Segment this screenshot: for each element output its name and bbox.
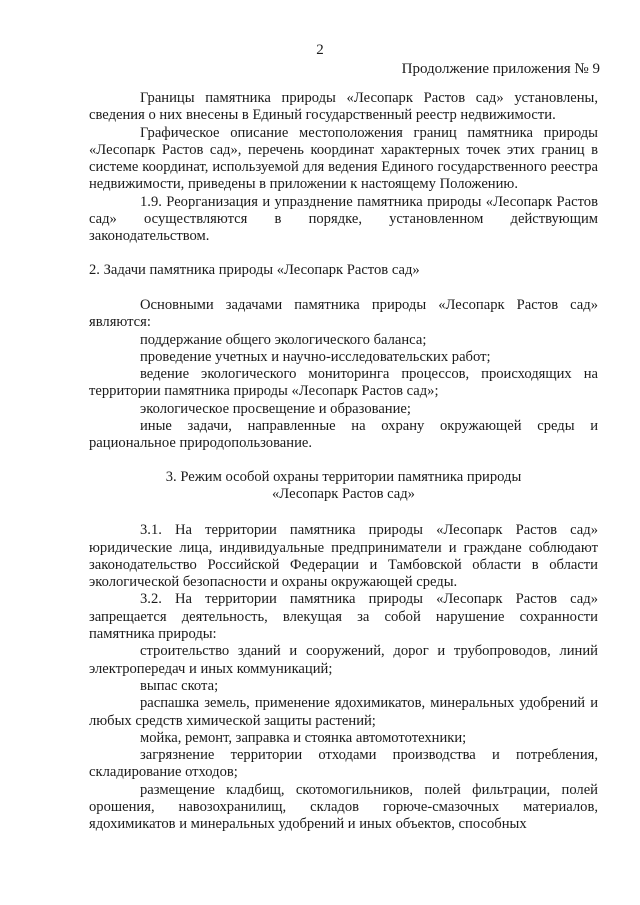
document-body	[89, 90, 598, 834]
list-item: иные задачи, направленные на охрану окружающей среды и рациональное природопользование.	[89, 418, 598, 452]
list-item: размещение кладбищ, скотомогильников, полей фильтрации, полей орошения, навозохранилищ, складов горюче-смазочных материалов, ядохимикатов и минеральных удобрений и иных объектов, способных	[89, 781, 598, 833]
section-heading-line: «Лесопарк Растов сад»	[272, 485, 415, 502]
list-item: поддержание общего экологического баланса;	[140, 331, 427, 348]
section-heading-line: 3. Режим особой охраны территории памятника природы	[165, 468, 522, 485]
page-number: 2	[316, 42, 324, 58]
paragraph: 3.2. На территории памятника природы «Лесопарк Растов сад» запрещается деятельность, влекущая за собой нарушение сохранности памятника природы:	[89, 591, 598, 643]
section-heading	[89, 469, 598, 504]
paragraph: 3.1. На территории памятника природы «Лесопарк Растов сад» юридические лица, индивидуальные предприниматели и граждане соблюдают законодательство Российской Федерации и Тамбовской области в области экологической безопасности и охраны окружающей среды.	[89, 522, 598, 591]
appendix-note: Продолжение приложения № 9	[401, 61, 600, 77]
list-item: проведение учетных и научно-исследовательских работ;	[140, 348, 491, 365]
list-item: ведение экологического мониторинга процессов, происходящих на территории памятника природы «Лесопарк Растов сад»;	[89, 366, 598, 400]
list-item: загрязнение территории отходами производства и потребления, складирование отходов;	[89, 747, 598, 781]
paragraph: Графическое описание местоположения границ памятника природы «Лесопарк Растов сад», перечень координат характерных точек этих границ в системе координат, используемой для ведения Единого государственного реестра недвижимости, приведены в приложении к настоящему Положению.	[89, 124, 598, 193]
paragraph: Основными задачами памятника природы «Лесопарк Растов сад» являются:	[89, 296, 598, 331]
list-item: экологическое просвещение и образование;	[140, 400, 411, 417]
section-heading: 2. Задачи памятника природы «Лесопарк Растов сад»	[89, 261, 420, 278]
paragraph: 1.9. Реорганизация и упразднение памятника природы «Лесопарк Растов сад» осуществляются в порядке, установленном действующим законодательством.	[89, 193, 598, 245]
list-item: распашка земель, применение ядохимикатов, минеральных удобрений и любых средств химической защиты растений;	[89, 695, 598, 729]
paragraph: Границы памятника природы «Лесопарк Растов сад» установлены, сведения о них внесены в Единый государственный реестр недвижимости.	[89, 90, 598, 124]
list-item: мойка, ремонт, заправка и стоянка автомототехники;	[140, 729, 467, 746]
list-item: строительство зданий и сооружений, дорог и трубопроводов, линий электропередач и иных коммуникаций;	[89, 643, 598, 677]
list-item: выпас скота;	[140, 677, 219, 694]
